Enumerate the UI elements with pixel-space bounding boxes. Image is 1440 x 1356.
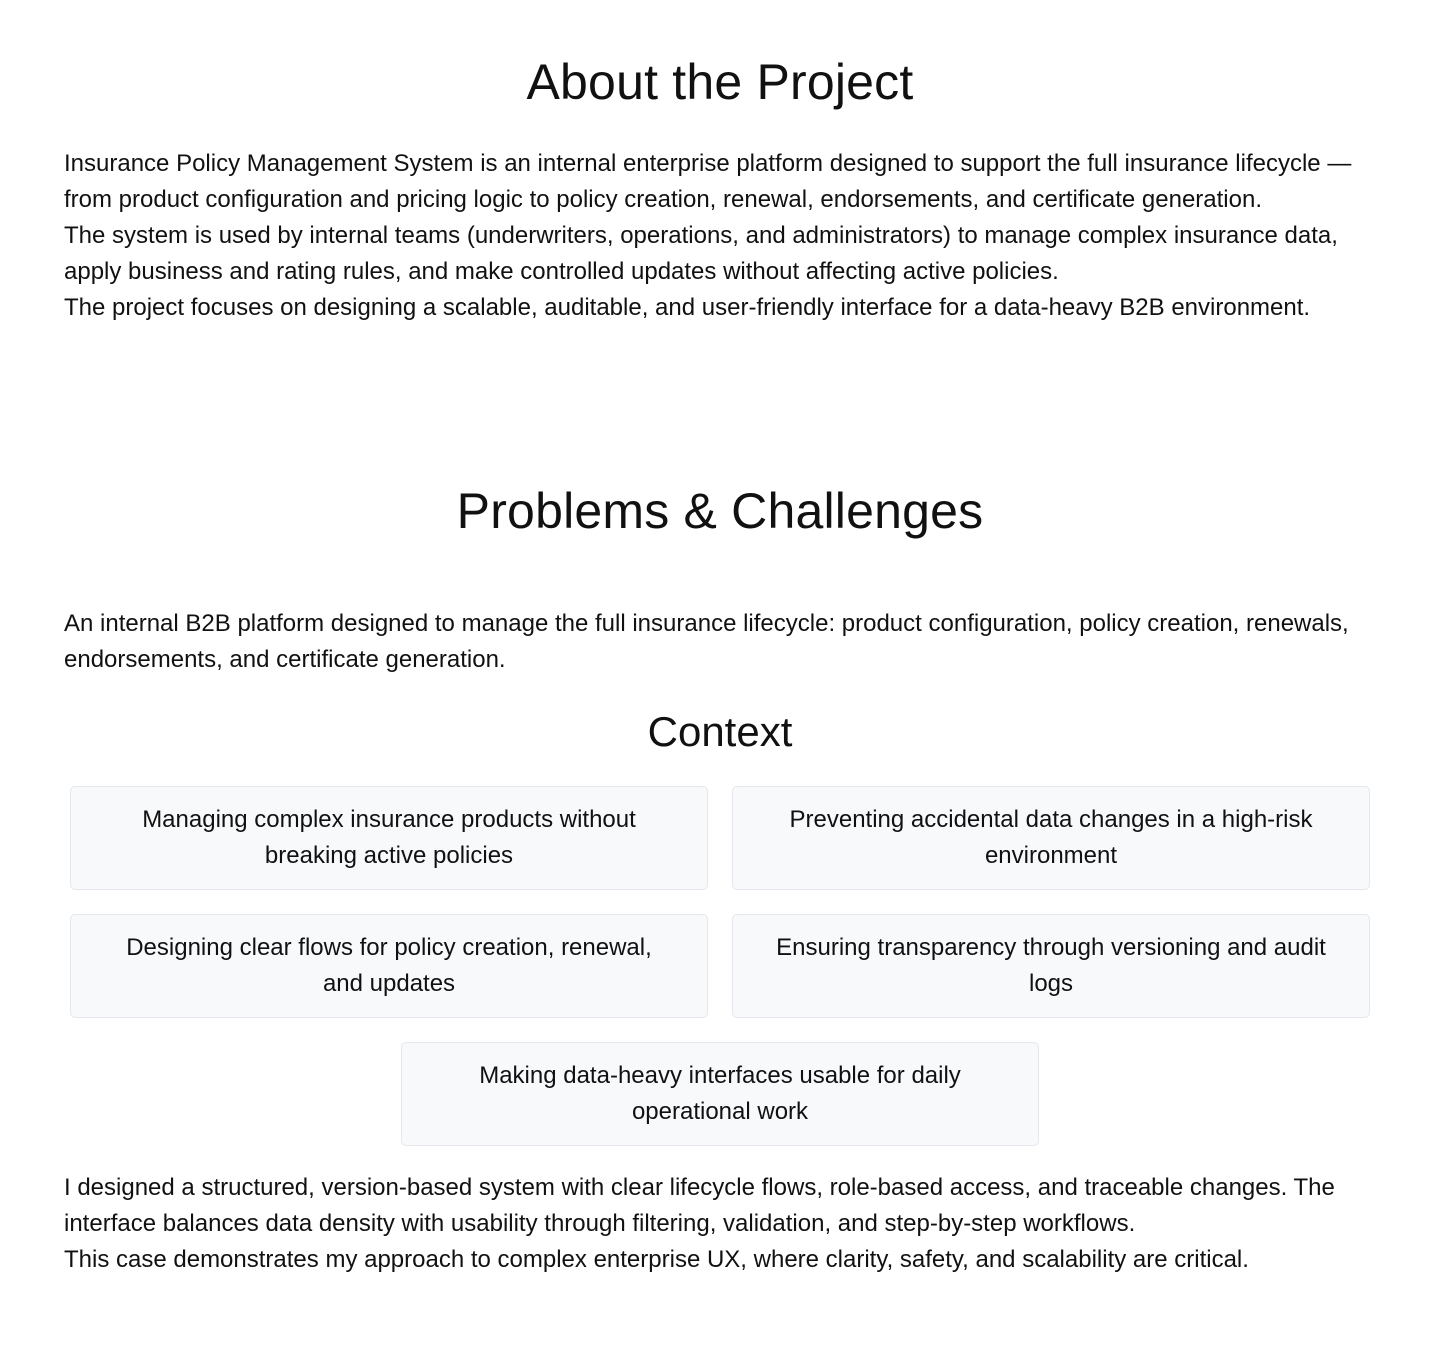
about-paragraph: Insurance Policy Management System is an internal enterprise platform designed to support the full insurance lifecycle — from product configuration and pricing logic to policy creation, renewal, endorsements, and certificate generation.	[64, 150, 1352, 213]
problems-intro	[64, 606, 1380, 678]
solution-paragraph: I designed a structured, version-based system with clear lifecycle flows, role-based access, and traceable changes. The interface balances data density with usability through filtering, validation, and step-by-step workflows.	[64, 1174, 1335, 1237]
challenge-card	[732, 914, 1370, 1018]
context-title: Context	[647, 708, 793, 755]
challenge-card-text: Ensuring transparency through versioning and audit logs	[776, 934, 1326, 997]
challenge-card	[70, 786, 708, 890]
challenge-card-text: Making data-heavy interfaces usable for daily operational work	[479, 1062, 961, 1125]
problems-intro-paragraph: An internal B2B platform designed to manage the full insurance lifecycle: product configuration, policy creation, renewals, endorsements, and certificate generation.	[64, 610, 1349, 673]
solution-summary	[64, 1170, 1380, 1278]
problems-section-title: Problems & Challenges	[456, 483, 984, 539]
challenge-card	[70, 914, 708, 1018]
challenge-card-text: Preventing accidental data changes in a high-risk environment	[789, 806, 1313, 869]
about-section-title: About the Project	[526, 54, 914, 110]
solution-paragraph: This case demonstrates my approach to complex enterprise UX, where clarity, safety, and scalability are critical.	[64, 1246, 1249, 1273]
challenge-card	[732, 786, 1370, 890]
about-paragraph: The project focuses on designing a scalable, auditable, and user-friendly interface for a data-heavy B2B environment.	[64, 294, 1311, 321]
challenge-card-text: Designing clear flows for policy creation, renewal, and updates	[126, 934, 652, 997]
about-description	[64, 146, 1380, 326]
about-paragraph: The system is used by internal teams (underwriters, operations, and administrators) to manage complex insurance data, apply business and rating rules, and make controlled updates without affecting active policies.	[64, 222, 1338, 285]
challenge-card-text: Managing complex insurance products without breaking active policies	[142, 806, 636, 869]
challenge-card	[401, 1042, 1039, 1146]
